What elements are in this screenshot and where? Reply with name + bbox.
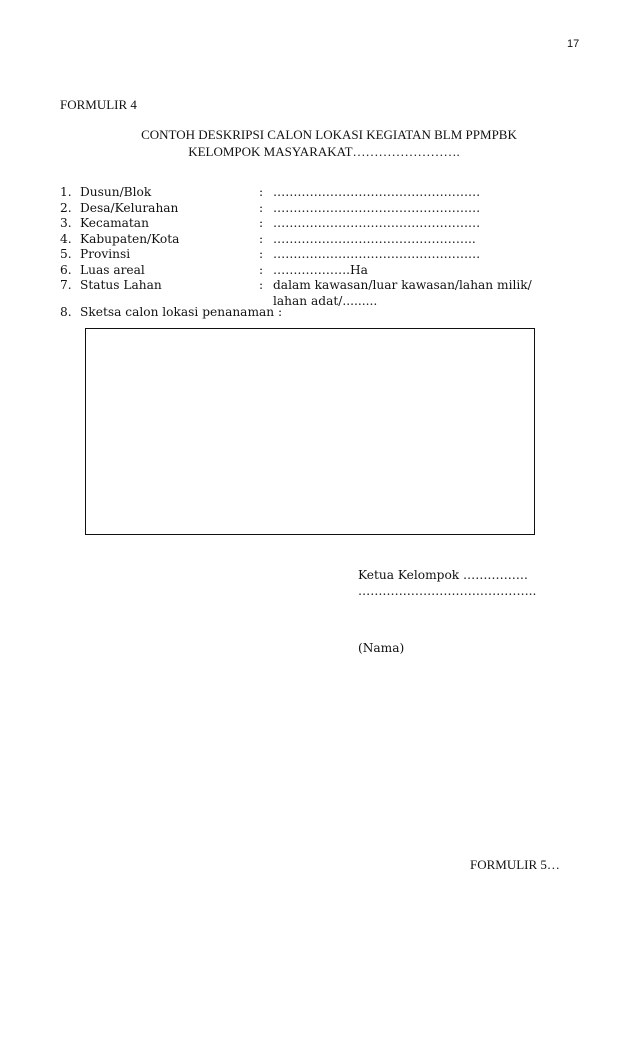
field-label: Desa/Kelurahan [80, 200, 179, 215]
field-colon: : [259, 200, 264, 215]
field-label: Provinsi [80, 247, 131, 261]
field-number: 8. [60, 305, 72, 319]
form-label: FORMULIR 4 [60, 97, 137, 112]
field-value: …………………………………………… [273, 247, 481, 261]
signature-title: Ketua Kelompok ……………. [358, 568, 528, 582]
field-value: ………………………………………….. [273, 231, 476, 246]
field-number: 7. [60, 278, 72, 292]
field-value: …………………………………………… [273, 200, 481, 215]
signature-dotted-line: …………………………………….. [358, 584, 537, 598]
field-colon: : [259, 262, 264, 277]
field-label: Kecamatan [80, 216, 149, 230]
next-form-label: FORMULIR 5… [470, 857, 560, 872]
sketch-box [85, 328, 535, 535]
field-number: 6. [60, 262, 72, 277]
page-number: 17 [567, 38, 580, 50]
document-subtitle: KELOMPOK MASYARAKAT……………………. [188, 144, 460, 159]
field-label: Status Lahan [80, 278, 162, 292]
field-number: 3. [60, 216, 72, 230]
field-colon: : [259, 278, 264, 292]
field-colon: : [259, 185, 264, 199]
field-value: …………………………………………… [273, 185, 481, 199]
field-value: dalam kawasan/luar kawasan/lahan milik/ [273, 278, 532, 292]
field-number: 1. [60, 185, 72, 199]
field-colon: : [259, 231, 264, 246]
field-colon: : [259, 247, 264, 261]
sketch-label: Sketsa calon lokasi penanaman : [80, 305, 283, 319]
field-number: 4. [60, 231, 72, 246]
field-colon: : [259, 216, 264, 230]
field-value-continuation: lahan adat/......... [273, 293, 378, 308]
field-value: …………………………………………… [273, 216, 481, 230]
field-label: Kabupaten/Kota [80, 231, 180, 246]
field-value: ……………….Ha [273, 262, 368, 277]
field-label: Luas areal [80, 262, 145, 277]
document-title: CONTOH DESKRIPSI CALON LOKASI KEGIATAN BLM PPMPBK [141, 127, 517, 142]
field-number: 2. [60, 200, 72, 215]
field-label: Dusun/Blok [80, 185, 152, 199]
signature-name: (Nama) [358, 641, 405, 655]
field-number: 5. [60, 247, 72, 261]
